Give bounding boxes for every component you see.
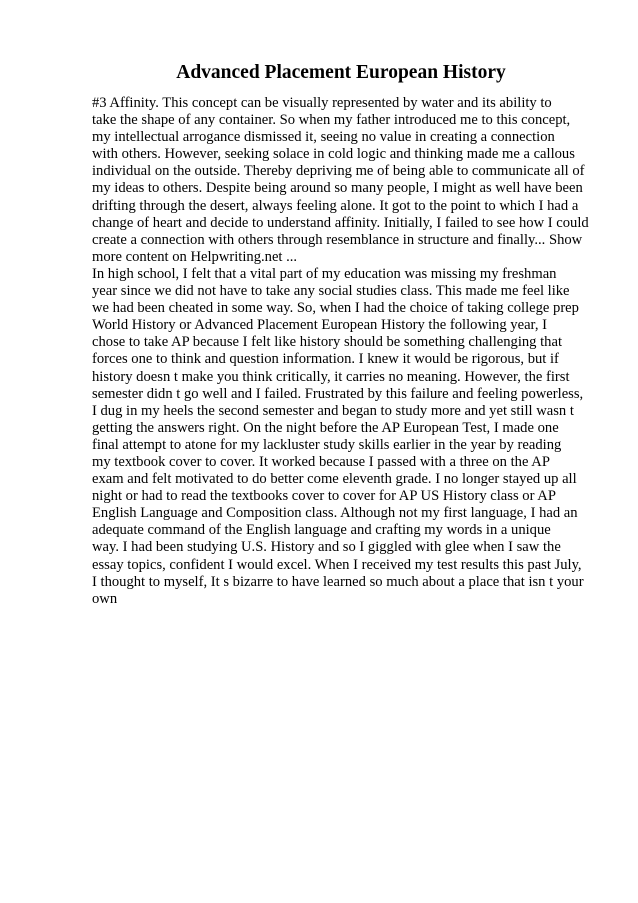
- text-line: year since we did not have to take any social studies class. This made me feel like: [92, 283, 570, 300]
- text-line: create a connection with others through resemblance in structure and finally... Show: [92, 231, 583, 248]
- text-line: change of heart and decide to understand affinity. Initially, I failed to see how I could: [92, 214, 589, 231]
- text-line: drifting through the desert, always feeling alone. It got to the point to which I had a: [92, 197, 579, 214]
- paragraph-high-school: [92, 266, 622, 608]
- document-title: Advanced Placement European History: [176, 62, 506, 83]
- text-line: essay topics, confident I would excel. When I received my test results this past July,: [92, 556, 582, 573]
- document-body: [92, 95, 622, 608]
- text-line: with others. However, seeking solace in cold logic and thinking made me a callous: [92, 146, 575, 163]
- text-line: my ideas to others. Despite being around so many people, I might as well have been: [92, 180, 583, 197]
- text-line: semester didn t go well and I failed. Frustrated by this failure and feeling powerless,: [92, 385, 584, 402]
- text-line: my textbook cover to cover. It worked because I passed with a three on the AP: [92, 453, 550, 470]
- text-line: own: [92, 590, 118, 607]
- text-line: I dug in my heels the second semester and began to study more and yet still wasn t: [92, 402, 574, 419]
- text-line: we had been cheated in some way. So, when I had the choice of taking college prep: [92, 300, 579, 317]
- text-line: English Language and Composition class. Although not my first language, I had an: [92, 505, 578, 522]
- text-line: take the shape of any container. So when my father introduced me to this concept,: [92, 112, 571, 129]
- text-line: World History or Advanced Placement European History the following year, I: [92, 317, 547, 334]
- text-line: night or had to read the textbooks cover to cover for AP US History class or AP: [92, 488, 556, 505]
- text-line: forces one to think and question information. I knew it would be rigorous, but if: [92, 351, 559, 368]
- text-line: final attempt to atone for my lackluster study skills earlier in the year by reading: [92, 436, 562, 453]
- text-line: more content on Helpwriting.net ...: [92, 248, 298, 265]
- text-line: #3 Affinity. This concept can be visually represented by water and its ability to: [92, 95, 552, 111]
- paragraph-affinity: [92, 95, 622, 266]
- text-line: adequate command of the English language and crafting my words in a unique: [92, 522, 551, 539]
- text-line: way. I had been studying U.S. History and so I giggled with glee when I saw the: [92, 539, 561, 556]
- text-line: exam and felt motivated to do better come eleventh grade. I no longer stayed up all: [92, 471, 577, 488]
- text-line: individual on the outside. Thereby depriving me of being able to communicate all of: [92, 163, 585, 180]
- text-line: chose to take AP because I felt like history should be something challenging that: [92, 334, 562, 351]
- text-line: getting the answers right. On the night before the AP European Test, I made one: [92, 419, 559, 436]
- text-line: I thought to myself, It s bizarre to have learned so much about a place that isn t your: [92, 573, 584, 590]
- text-line: history doesn t make you think critically, it carries no meaning. However, the first: [92, 368, 570, 385]
- text-line: In high school, I felt that a vital part of my education was missing my freshman: [92, 265, 557, 282]
- text-line: my intellectual arrogance dismissed it, seeing no value in creating a connection: [92, 129, 555, 146]
